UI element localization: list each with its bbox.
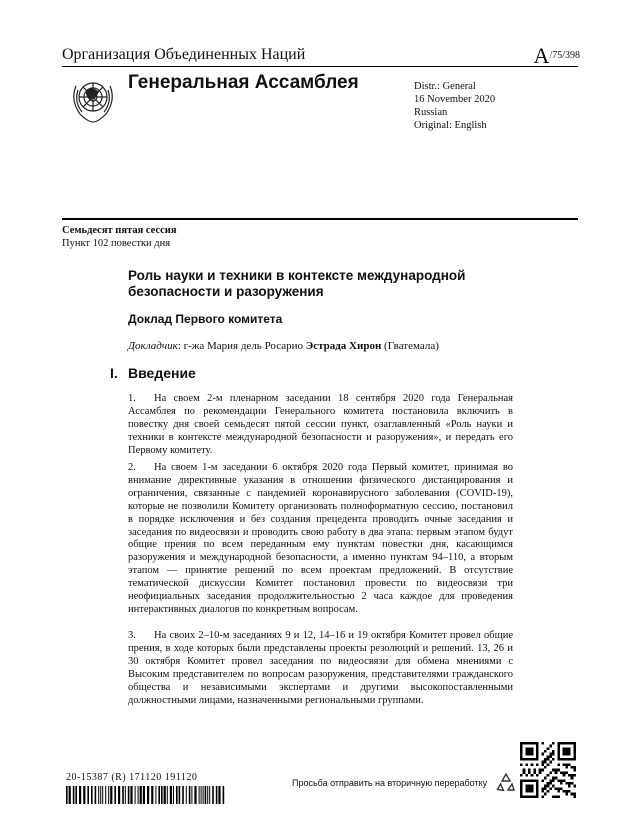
rapporteur-line	[128, 340, 439, 352]
distr-line: Distr.: General	[414, 81, 476, 92]
paragraph	[128, 393, 513, 458]
session-rule	[62, 218, 578, 220]
rapporteur-label: Докладчик	[128, 340, 178, 352]
agenda-item: Пункт 102 повестки дня	[62, 238, 171, 249]
recycle-notice: Просьба отправить на вторичную переработку	[292, 778, 488, 788]
barcode-icon	[66, 786, 226, 804]
paragraph-text: На своих 2–10-м заседаниях 9 и 12, 14–16 и 19 октября Комитет провел общие прения, в ходе которых были представлены проекты резолюций и решений. 13, 26 и 30 октября Комитет провел заседания по видеосвязи для обмена мнениями с Высоким представителем по вопросам разоружения, представителями гражданского общества и независимыми экспертами и другими высокопоставленными должностными лицами, назначенными региональными группами.	[128, 630, 513, 706]
distribution-block	[414, 80, 495, 132]
paragraph-text: На своем 1-м заседании 6 октября 2020 года Первый комитет, принимая во внимание директивные указания в отношении физического дистанцирования и ограничения, связанные с пандемией коронавирусного заболевания (COVID-19), которые не позволили Комитету организовать полноформатную сессию, постановил в порядке исключения и без создания прецедента проводить очные заседания и заседания по видеосвязи и проводить свою работу в два этапа: первым этапом будут общие прения по всем переданным ему пунктам повестки дня, касающимся разоружения и международной безопасности, а именно пунктам 94–110, а вторым этапом — принятие решений по всем проектам предложений. В отсутствие тематической дискуссии Комитет постановил провести по видеосвязи три неофициальных заседания продолжительностью 2 часа каждое для проведения интерактивных диалогов по конкретным вопросам.	[128, 462, 513, 615]
un-emblem-icon	[66, 72, 120, 126]
symbol-suffix: /75/398	[549, 50, 580, 61]
rapporteur-country: (Гватемала)	[381, 340, 439, 352]
rapporteur-name: Эстрада Хирон	[305, 340, 382, 352]
paragraph-number: 1.	[128, 393, 136, 404]
distr-date: 16 November 2020	[414, 94, 496, 105]
report-title: Роль науки и техники в контексте международной безопасности и разоружения	[128, 268, 466, 299]
rapporteur-pre: : г-жа Мария дель Росарио	[177, 340, 306, 352]
section-title: Введение	[128, 365, 196, 381]
assembly-title: Генеральная Ассамблея	[128, 72, 359, 93]
paragraph-number: 3.	[128, 630, 136, 641]
distr-original: Original: English	[414, 120, 487, 131]
paragraph	[128, 462, 513, 617]
symbol-main: A	[533, 43, 550, 68]
paragraph	[128, 630, 513, 707]
report-subtitle: Доклад Первого комитета	[128, 312, 283, 326]
org-title: Организация Объединенных Наций	[62, 46, 306, 63]
header-rule	[62, 66, 578, 67]
distr-language: Russian	[414, 107, 448, 118]
qr-code-icon	[520, 742, 576, 798]
paragraph-number: 2.	[128, 462, 136, 473]
recycle-icon	[496, 772, 516, 792]
document-id: 20-15387 (R) 171120 191120	[66, 772, 198, 783]
section-number: I.	[110, 365, 118, 381]
session-block	[62, 224, 177, 250]
doc-symbol	[533, 43, 580, 68]
paragraph-text: На своем 2-м пленарном заседании 18 сентября 2020 года Генеральная Ассамблея по рекомендации Генерального комитета постановила включить в повестку дня своей семьдесят пятой сессии пункт, озаглавленный «Роль науки и техники в контексте международной безопасности и разоружения», и передать его Первому комитету.	[128, 393, 513, 456]
session-name: Семьдесят пятая сессия	[62, 225, 177, 236]
